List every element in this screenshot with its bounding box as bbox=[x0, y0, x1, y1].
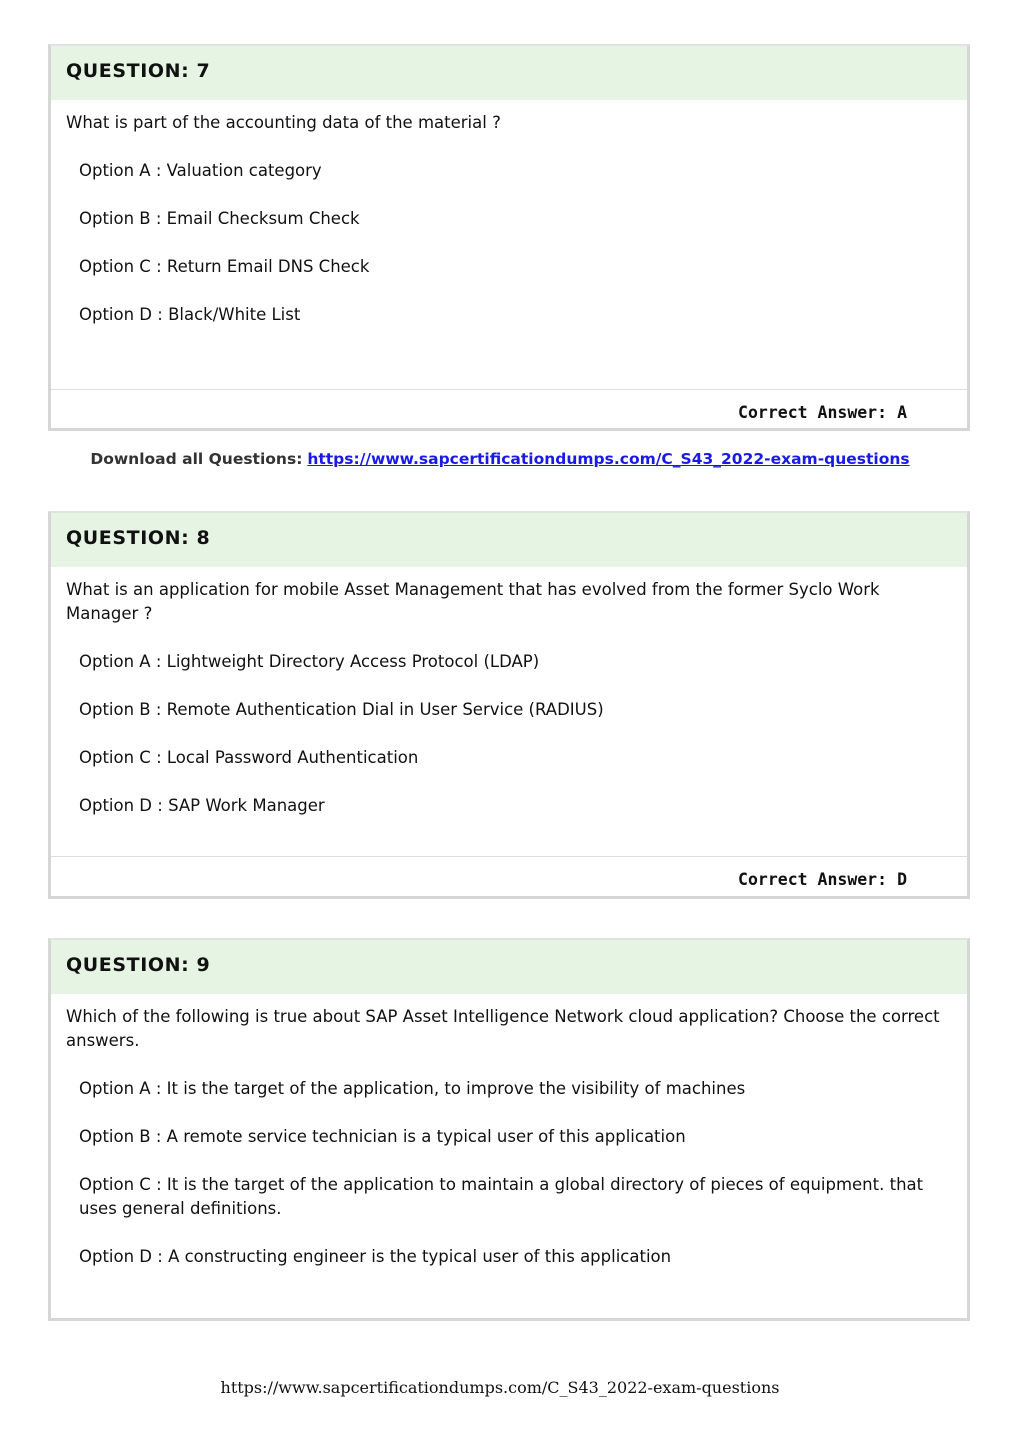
question-header: QUESTION: 7 bbox=[51, 46, 967, 100]
download-link[interactable]: https://www.sapcertificationdumps.com/C_S43_2022-exam-questions bbox=[307, 450, 910, 468]
footer-url: https://www.sapcertificationdumps.com/C_S43_2022-exam-questions bbox=[220, 1378, 780, 1397]
correct-answer bbox=[51, 389, 967, 440]
correct-answer-label: Correct Answer: bbox=[738, 403, 888, 422]
download-line bbox=[0, 450, 1000, 468]
download-label: Download all Questions: bbox=[90, 450, 303, 468]
option-c: Option C : It is the target of the application to maintain a global directory of pieces of equipment. that uses general definitions. bbox=[79, 1175, 924, 1218]
question-card-8 bbox=[48, 511, 970, 899]
option-a: Option A : Lightweight Directory Access Protocol (LDAP) bbox=[79, 652, 540, 671]
option-c: Option C : Return Email DNS Check bbox=[79, 257, 370, 276]
option-a: Option A : Valuation category bbox=[79, 161, 322, 180]
option-c: Option C : Local Password Authentication bbox=[79, 748, 419, 767]
question-card-7 bbox=[48, 44, 970, 431]
question-header: QUESTION: 9 bbox=[51, 940, 967, 994]
option-d: Option D : A constructing engineer is the typical user of this application bbox=[79, 1247, 672, 1266]
question-card-9 bbox=[48, 938, 970, 1321]
correct-answer-value: D bbox=[897, 870, 907, 889]
question-text: Which of the following is true about SAP Asset Intelligence Network cloud application? Choose the correct answers. bbox=[66, 1007, 940, 1050]
correct-answer-value: A bbox=[897, 403, 907, 422]
option-b: Option B : Email Checksum Check bbox=[79, 209, 360, 228]
question-header: QUESTION: 8 bbox=[51, 513, 967, 567]
option-a: Option A : It is the target of the application, to improve the visibility of machines bbox=[79, 1079, 746, 1098]
question-text: What is an application for mobile Asset Management that has evolved from the former Syclo Work Manager ? bbox=[66, 580, 880, 623]
correct-answer-label: Correct Answer: bbox=[738, 870, 888, 889]
option-d: Option D : SAP Work Manager bbox=[79, 796, 325, 815]
option-b: Option B : Remote Authentication Dial in User Service (RADIUS) bbox=[79, 700, 604, 719]
correct-answer bbox=[51, 856, 967, 907]
question-text: What is part of the accounting data of the material ? bbox=[66, 113, 501, 132]
option-d: Option D : Black/White List bbox=[79, 305, 301, 324]
option-b: Option B : A remote service technician is a typical user of this application bbox=[79, 1127, 686, 1146]
